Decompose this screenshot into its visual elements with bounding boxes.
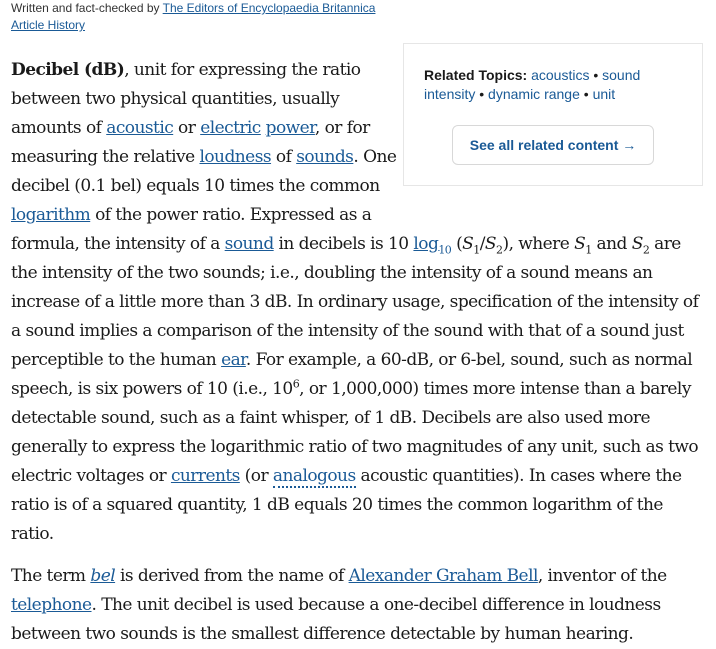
subscript: 2 — [496, 243, 503, 257]
topic-link-unit[interactable]: unit — [592, 86, 616, 102]
text: , or for measuring the relative — [11, 118, 370, 167]
text: (or — [239, 466, 273, 486]
topic-link-dynamic-range[interactable]: dynamic range — [488, 86, 580, 102]
article-body — [11, 56, 705, 649]
link-log-text: log — [413, 234, 439, 254]
text: of the power ratio. Expressed as a formula, the intensity of a — [11, 205, 372, 254]
text: are the intensity of the two sounds; i.e., doubling the intensity of a sound means an increase of a little more than 3 dB. In ordinary usage, specification of the intensity of a sound implies a comparison of the intensity of the sound with that of a sound just perceptible to the human — [11, 234, 699, 370]
text: of — [271, 147, 297, 167]
paragraph-2 — [11, 562, 705, 649]
subscript: 1 — [473, 243, 480, 257]
variable-s: S — [484, 234, 497, 254]
topic-link-intensity[interactable]: intensity — [424, 86, 476, 102]
text: , inventor of the — [537, 566, 667, 586]
text: ), where — [502, 234, 575, 254]
article-history-link[interactable]: Article History — [11, 18, 86, 32]
sidebar-spacer — [398, 56, 705, 228]
link-log[interactable] — [413, 234, 452, 257]
text: ( — [451, 234, 463, 254]
topic-link-acoustics[interactable]: acoustics — [531, 67, 590, 83]
text: and — [591, 234, 632, 254]
text: acoustic quantities). In cases where the ratio is of a squared quantity, 1 dB equals 20 times the common logarithm of the ratio. — [11, 466, 682, 544]
link-electric[interactable]: electric — [200, 118, 261, 138]
text: . One decibel (0.1 bel) equals 10 times the common — [11, 147, 397, 196]
related-topics-label: Related Topics: — [424, 67, 528, 83]
text: The term — [11, 566, 91, 586]
text: is derived from the name of — [115, 566, 349, 586]
link-loudness[interactable]: loudness — [199, 147, 272, 167]
author-link[interactable]: The Editors of Encyclopaedia Britannica — [162, 1, 376, 15]
text: , or 1,000,000) times more intense than a barely detectable sound, such as a faint whisper, of 1 dB. Decibels are also used more generally to express the logarithmic ratio of two magnitudes of any unit, such as two electric voltages or — [11, 379, 699, 486]
link-bel[interactable] — [90, 566, 115, 586]
text: . The unit decibel is used because a one-decibel difference in loudness between two sounds is the smallest difference detectable by human hearing. — [11, 595, 661, 644]
see-all-related-button[interactable]: See all related content → — [452, 125, 654, 165]
text: / — [479, 234, 485, 254]
link-logarithm[interactable]: logarithm — [11, 205, 91, 225]
subscript: 10 — [438, 243, 452, 257]
link-sounds[interactable]: sounds — [296, 147, 354, 167]
subscript: 1 — [585, 243, 592, 257]
text: in decibels is 10 — [273, 234, 414, 254]
superscript: 6 — [292, 377, 300, 391]
link-ear[interactable]: ear — [221, 350, 246, 370]
topic-separator: • — [583, 86, 589, 102]
topic-link-sound[interactable]: sound — [602, 67, 641, 83]
topic-separator: • — [593, 67, 599, 83]
variable-s: S — [574, 234, 586, 254]
link-sound[interactable]: sound — [224, 234, 274, 254]
byline — [11, 0, 375, 34]
link-alexander-graham-bell[interactable]: Alexander Graham Bell — [348, 566, 538, 586]
link-power[interactable]: power — [265, 118, 315, 138]
text: , unit for expressing the ratio between two physical quantities, usually amounts of — [11, 60, 361, 138]
link-telephone[interactable]: telephone — [11, 595, 92, 615]
byline-prefix: Written and fact-checked by — [11, 1, 160, 15]
link-acoustic[interactable]: acoustic — [106, 118, 174, 138]
variable-s: S — [631, 234, 643, 254]
topic-separator: • — [479, 86, 485, 102]
text: or — [173, 118, 201, 138]
variable-s: S — [462, 234, 474, 254]
link-analogous[interactable]: analogous — [272, 466, 356, 486]
link-bel-text: bel — [90, 566, 116, 586]
link-currents[interactable]: currents — [170, 466, 240, 486]
subscript: 2 — [642, 243, 650, 257]
term-decibel: Decibel (dB) — [11, 60, 125, 80]
text: . For example, a 60-dB, or 6-bel, sound, such as normal speech, is six powers of 10 (i.e., 10 — [11, 350, 693, 399]
